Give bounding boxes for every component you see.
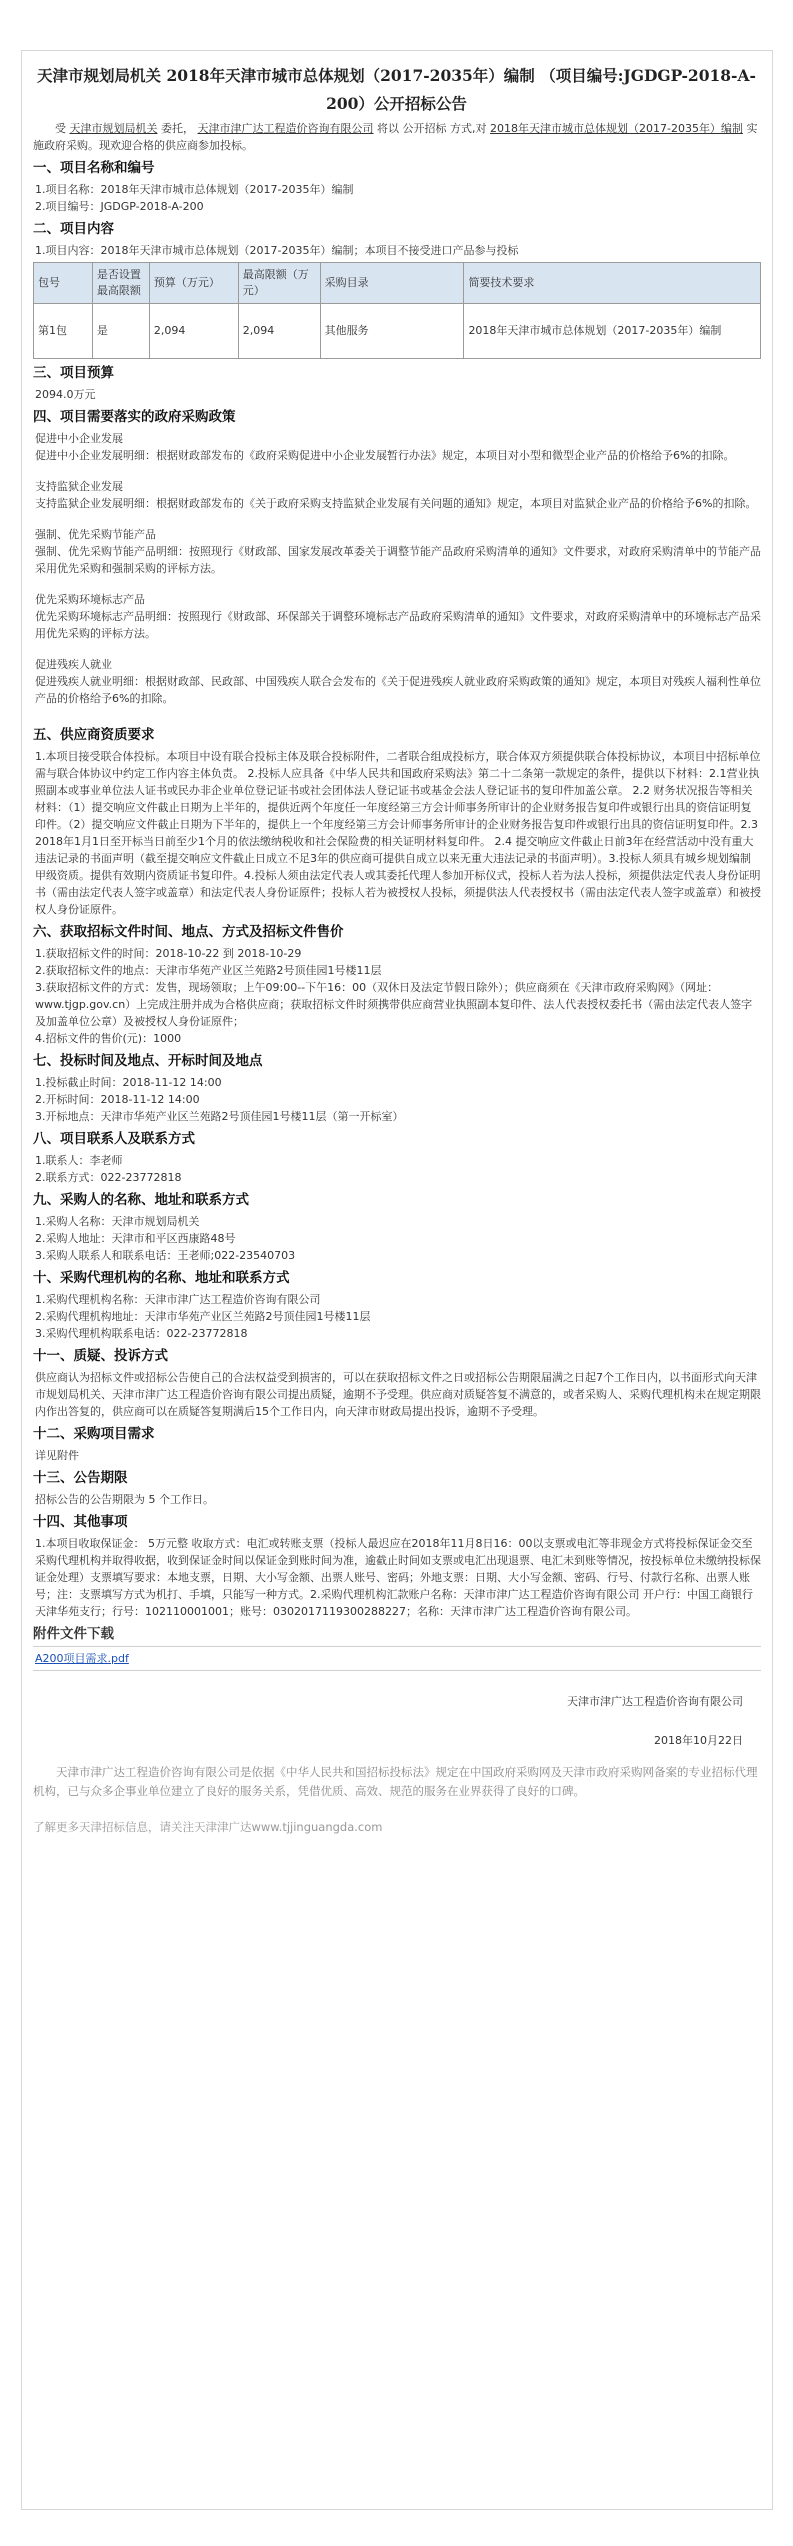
section-9-title: 九、采购人的名称、地址和联系方式 — [33, 1192, 249, 1208]
requirement-text: 详见附件 — [35, 1449, 79, 1462]
divider — [33, 1646, 761, 1647]
table-header: 是否设置最高限额 — [92, 263, 149, 304]
table-cell: 2,094 — [149, 304, 238, 359]
agency-phone: 3.采购代理机构联系电话：022-23772818 — [35, 1327, 248, 1340]
project-content: 1.项目内容：2018年天津市城市总体规划（2017-2035年）编制；本项目不接受进口产品参与投标 — [35, 244, 519, 257]
package-table — [33, 262, 761, 359]
section-6-title: 六、获取招标文件时间、地点、方式及招标文件售价 — [33, 924, 344, 940]
contact-phone: 2.联系方式：022-23772818 — [35, 1171, 182, 1184]
project-name: 1.项目名称：2018年天津市城市总体规划（2017-2035年）编制 — [35, 183, 354, 196]
table-header: 简要技术要求 — [464, 263, 761, 304]
table-cell: 是 — [92, 304, 149, 359]
policy-head-sme: 促进中小企业发展 — [35, 432, 123, 445]
intro-paragraph — [33, 120, 761, 154]
table-row — [34, 304, 761, 359]
opening-place: 3.开标地点：天津市华苑产业区兰苑路2号顶佳园1号楼11层（第一开标室） — [35, 1110, 404, 1123]
policy-head-energy: 强制、优先采购节能产品 — [35, 528, 156, 541]
section-14-title: 十四、其他事项 — [33, 1514, 128, 1530]
table-cell: 2018年天津市城市总体规划（2017-2035年）编制 — [464, 304, 761, 359]
complaint-text: 供应商认为招标文件或招标公告使自己的合法权益受到损害的，可以在获取招标文件之日或招标公告期限届满之日起7个工作日内，以书面形式向天津市规划局机关、天津市津广达工程造价咨询有限公司提出质疑，逾期不予受理。供应商对质疑答复不满意的，或者采购人、采购代理机构未在规定期限内作出答复的，供应商可以在质疑答复期满后15个工作日内，向天津市财政局提出投诉，逾期不予受理。 — [35, 1371, 761, 1418]
intro-text-3: 将以 公开招标 方式,对 — [377, 122, 487, 135]
section-11-title: 十一、质疑、投诉方式 — [33, 1348, 168, 1364]
other-matters-text: 1.本项目收取保证金： 5万元整 收取方式：电汇或转账支票（投标人最迟应在2018年11月8日16：00以支票或电汇等非现金方式将投标保证金交至采购代理机构并取得收据，收到保证金时间以保证金到账时间为准，逾截止时间如支票或电汇出现退票、电汇未到账等情况，按投标单位未缴纳投标保证金处理）支票填写要求：本地支票，日期、大小写金额、出票人账号、密码；外地支票：日期、大小写金额、密码、行号、付款行名称、出票人账号；注：支票填写方式为机打、手填，只能写一种方式。2.采购代理机构汇款账户名称：天津市津广达工程造价咨询有限公司 开户行：中国工商银行天津华苑支行；行号：102110001001；账号：0302017119300288227；名称：天津市津广达工程造价咨询有限公司。 — [35, 1537, 761, 1618]
policy-head-disability: 促进残疾人就业 — [35, 658, 112, 671]
table-cell: 第1包 — [34, 304, 93, 359]
table-header: 包号 — [34, 263, 93, 304]
divider — [33, 1670, 761, 1671]
intro-purchaser: 天津市规划局机关 — [69, 122, 158, 135]
project-number: 2.项目编号：JGDGP-2018-A-200 — [35, 200, 204, 213]
tender-doc-price: 4.招标文件的售价(元)：1000 — [35, 1032, 182, 1045]
table-header: 最高限额（万元） — [238, 263, 320, 304]
section-13-title: 十三、公告期限 — [33, 1470, 128, 1486]
bid-deadline: 1.投标截止时间：2018-11-12 14:00 — [35, 1076, 222, 1089]
policy-head-eco: 优先采购环境标志产品 — [35, 593, 145, 606]
policy-body-prison: 支持监狱企业发展明细：根据财政部发布的《关于政府采购支持监狱企业发展有关问题的通知》规定，本项目对监狱企业产品的价格给予6%的扣除。 — [35, 497, 757, 510]
budget-value: 2094.0万元 — [35, 388, 96, 401]
purchaser-address: 2.采购人地址：天津市和平区西康路48号 — [35, 1232, 236, 1245]
table-header: 预算（万元） — [149, 263, 238, 304]
section-4-title: 四、项目需要落实的政府采购政策 — [33, 409, 236, 425]
policy-body-eco: 优先采购环境标志产品明细：按照现行《财政部、环保部关于调整环境标志产品政府采购清单的通知》文件要求，对政府采购清单中的环境标志产品采用优先采购的评标方法。 — [35, 610, 761, 640]
section-8-title: 八、项目联系人及联系方式 — [33, 1131, 195, 1147]
company-note: 天津市津广达工程造价咨询有限公司是依据《中华人民共和国招标投标法》规定在中国政府采购网及天津市政府采购网备案的专业招标代理机构，已与众多企事业单位建立了良好的服务关系，凭借优质、高效、规范的服务在业界获得了良好的口碑。 — [33, 1765, 758, 1798]
table-cell: 其他服务 — [320, 304, 464, 359]
section-7-title: 七、投标时间及地点、开标时间及地点 — [33, 1053, 263, 1069]
attachment-link[interactable]: A200项目需求.pdf — [35, 1652, 129, 1665]
attachments-title: 附件文件下载 — [33, 1626, 114, 1642]
contact-person: 1.联系人：李老师 — [35, 1154, 123, 1167]
policy-body-disability: 促进残疾人就业明细：根据财政部、民政部、中国残疾人联合会发布的《关于促进残疾人就业政府采购政策的通知》规定，本项目对残疾人福利性单位产品的价格给予6%的扣除。 — [35, 675, 761, 705]
purchaser-contact: 3.采购人联系人和联系电话：王老师;022-23540703 — [35, 1249, 296, 1262]
policy-body-energy: 强制、优先采购节能产品明细：按照现行《财政部、国家发展改革委关于调整节能产品政府采购清单的通知》文件要求，对政府采购清单中的节能产品采用优先采购和强制采购的评标方法。 — [35, 545, 761, 575]
section-10-title: 十、采购代理机构的名称、地址和联系方式 — [33, 1270, 290, 1286]
intro-text-1: 受 — [55, 122, 66, 135]
section-12-title: 十二、采购项目需求 — [33, 1426, 155, 1442]
intro-agency: 天津市津广达工程造价咨询有限公司 — [197, 122, 374, 135]
agency-address: 2.采购代理机构地址：天津市华苑产业区兰苑路2号顶佳园1号楼11层 — [35, 1310, 371, 1323]
qualification-requirements: 1.本项目接受联合体投标。本项目中设有联合投标主体及联合投标附件，二者联合组成投标方，联合体双方须提供联合体投标协议，本项目中招标单位需与联合体协议中约定工作内容主体负责。 2.投标人应具备《中华人民共和国政府采购法》第二十二条第一款规定的条件，提供以下材料：2.1营业执照副本或事业单位法人证书或民办非企业单位登记证书或社会团体法人登记证书或基金会法人登记证书的复印件加盖公章。 2.2 财务状况报告等相关材料：（1）提交响应文件截止日期为上半年的，提供近两个年度任一年度经第三方会计师事务所审计的企业财务报告复印件或银行出具的资信证明复印件。（2）提交响应文件截止日期为下半年的，提供上一个年度经第三方会计师事务所审计的企业财务报告复印件或银行出具的资信证明复印件。2.3 2018年1月1日至开标当日前至少1个月的依法缴纳税收和社会保险费的相关证明材料复印件。 2.4 提交响应文件截止日前3年在经营活动中没有重大违法记录的书面声明（截至提交响应文件截止日成立不足3年的供应商可提供自成立以来无重大违法记录的书面声明）。3.投标人须具有城乡规划编制甲级资质。提供有效期内资质证书复印件。4.投标人须由法定代表人或其委托代理人参加开标仪式，投标人若为法人投标，须提供法定代表人身份证明书（需由法定代表人签字或盖章）和法定代表人身份证原件；投标人若为被授权人投标，须提供法人代表授权书（需由法定代表人签字或盖章）和被授权人身份证原件。 — [35, 750, 761, 916]
table-header: 采购目录 — [320, 263, 464, 304]
section-2-title: 二、项目内容 — [33, 221, 114, 237]
notice-period-text: 招标公告的公告期限为 5 个工作日。 — [35, 1493, 214, 1506]
section-1-title: 一、项目名称和编号 — [33, 160, 155, 176]
tender-doc-method: 3.获取招标文件的方式：发售，现场领取；上午09:00--下午16：00（双休日及法定节假日除外）；供应商须在《天津市政府采购网》（网址：www.tjgp.gov.cn）上完成注册并成为合格供应商；获取招标文件时须携带供应商营业执照副本复印件、法人代表授权委托书（需由法定代表人签字及加盖单位公章）及被授权人身份证原件； — [35, 981, 753, 1028]
intro-text-4: 实施政府采购。现欢迎合格的供应商参加投标。 — [33, 122, 758, 152]
policy-head-prison: 支持监狱企业发展 — [35, 480, 123, 493]
more-info-text: 了解更多天津招标信息，请关注天津津广达www.tjjinguangda.com — [33, 1820, 383, 1834]
section-5-title: 五、供应商资质要求 — [33, 727, 155, 743]
intro-project: 2018年天津市城市总体规划（2017-2035年）编制 — [490, 122, 743, 135]
section-3-title: 三、项目预算 — [33, 365, 114, 381]
document-body — [33, 120, 761, 1836]
signature: 天津市津广达工程造价咨询有限公司 — [567, 1695, 743, 1708]
purchaser-name: 1.采购人名称：天津市规划局机关 — [35, 1215, 200, 1228]
opening-time: 2.开标时间：2018-11-12 14:00 — [35, 1093, 200, 1106]
policy-body-sme: 促进中小企业发展明细：根据财政部发布的《政府采购促进中小企业发展暂行办法》规定，本项目对小型和微型企业产品的价格给予6%的扣除。 — [35, 449, 735, 462]
agency-name: 1.采购代理机构名称：天津市津广达工程造价咨询有限公司 — [35, 1293, 321, 1306]
tender-doc-place: 2.获取招标文件的地点：天津市华苑产业区兰苑路2号顶佳园1号楼11层 — [35, 964, 382, 977]
publish-date: 2018年10月22日 — [654, 1734, 743, 1747]
page-title: 天津市规划局机关 2018年天津市城市总体规划（2017-2035年）编制 （项目编号:JGDGP-2018-A-200）公开招标公告 — [37, 66, 756, 113]
table-header-row — [34, 263, 761, 304]
intro-text-2: 委托， — [161, 122, 194, 135]
table-cell: 2,094 — [238, 304, 320, 359]
tender-doc-time: 1.获取招标文件的时间：2018-10-22 到 2018-10-29 — [35, 947, 302, 960]
